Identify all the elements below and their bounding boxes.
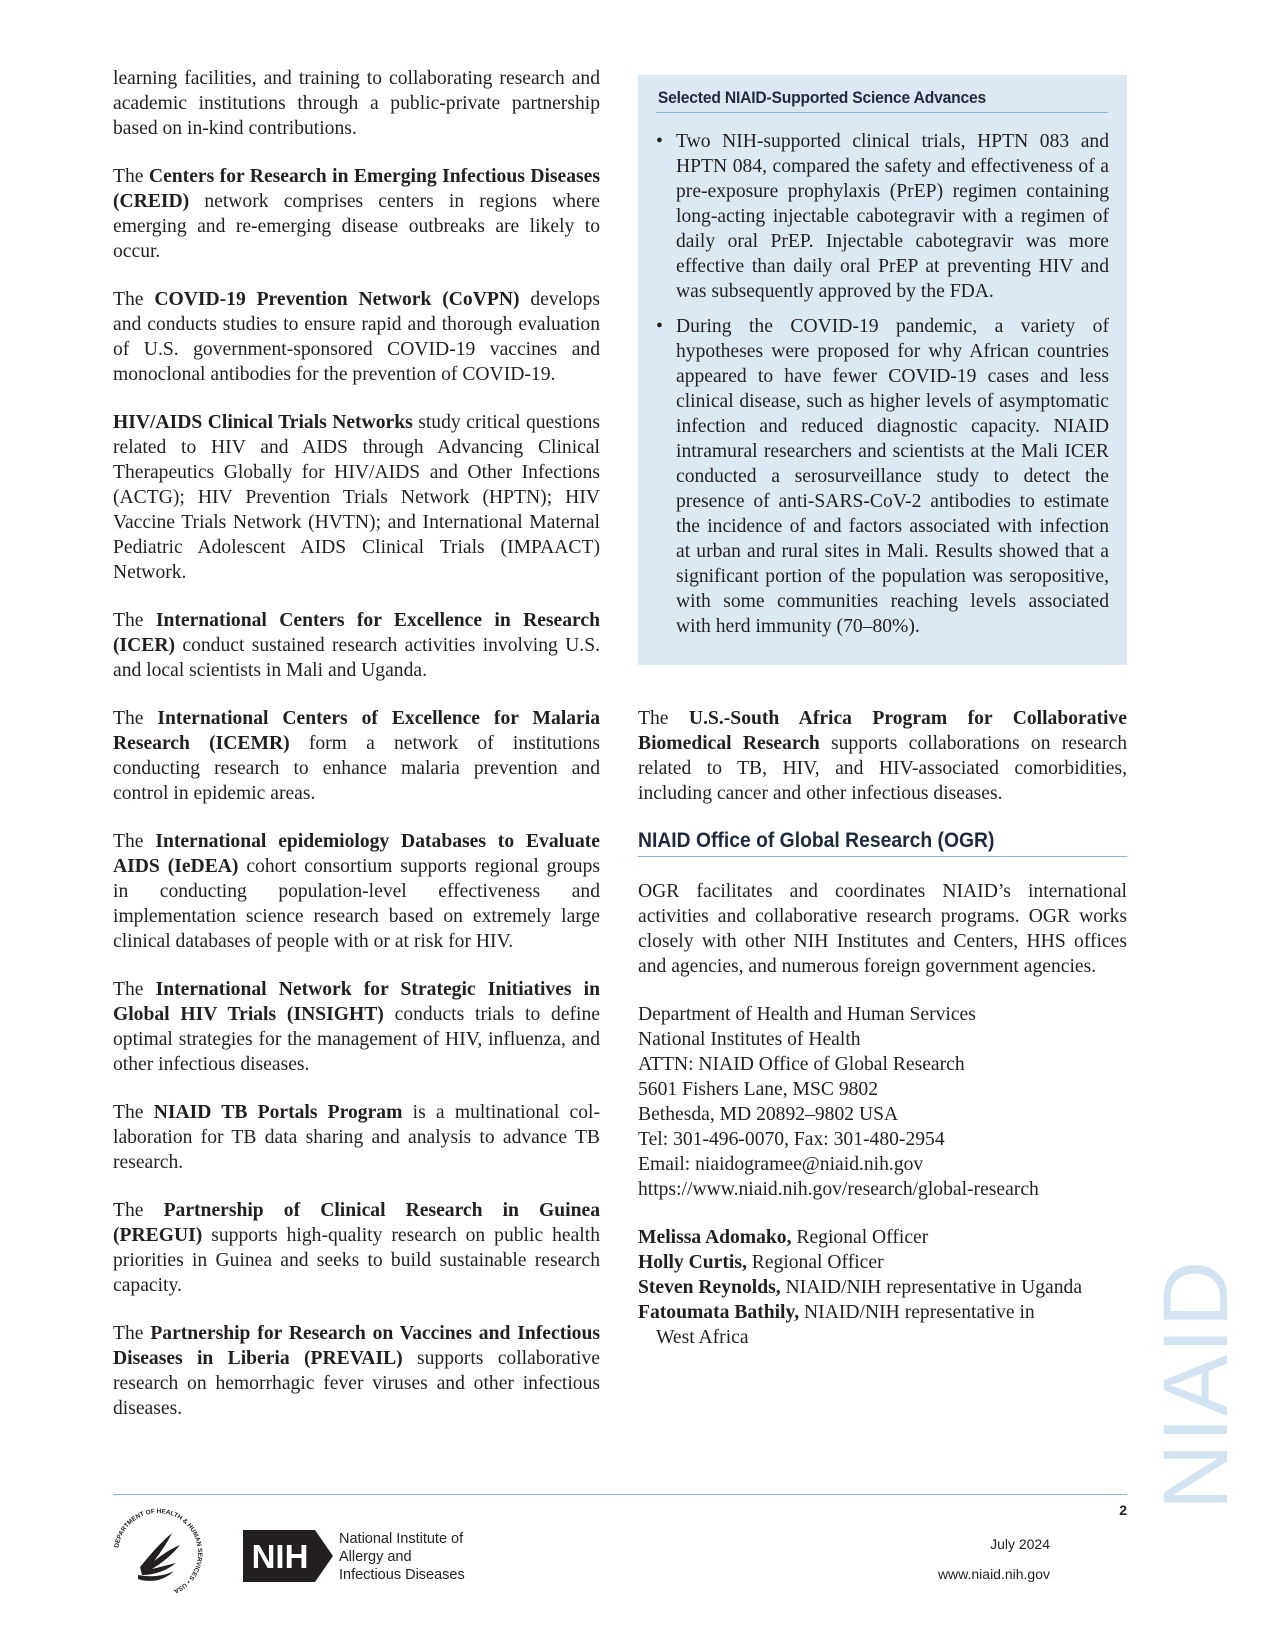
contact-row: Holly Curtis, Regional Officer xyxy=(638,1252,884,1273)
nih-logo-icon xyxy=(243,1530,333,1582)
paragraph-insight: The International Network for Strategic Initiatives in Global HIV Trials (INSIGHT) conducts trials to define optimal strategies for the management of HIV, influenza, and other infectious diseases. xyxy=(113,979,600,1075)
page-number: 2 xyxy=(1119,1502,1127,1518)
bullet-icon: • xyxy=(656,316,663,337)
paragraph-iedea: The International epidemiology Databases to Evaluate AIDS (IeDEA) cohort consortium supports regional groups in conducting population-level effectiveness and implementation science research based on extremely large clinical databases of people with or at risk for HIV. xyxy=(113,831,600,952)
right-column xyxy=(638,66,1127,1350)
hhs-seal-icon xyxy=(110,1505,206,1601)
publication-date: July 2024 xyxy=(990,1536,1050,1552)
website-link[interactable]: https://www.niaid.nih.gov/research/global-research xyxy=(638,1179,1039,1200)
ogr-contacts xyxy=(638,1225,1127,1350)
contact-row: Melissa Adomako, Regional Officer xyxy=(638,1227,929,1248)
paragraph-prevail: The Partnership for Research on Vaccines and Infectious Diseases in Liberia (PREVAIL) supports collaborative research on hemorrhagic fever viruses and other infectious diseases. xyxy=(113,1323,600,1419)
list-item: • During the COVID-19 pandemic, a variety of hypotheses were proposed for why African countries appeared to have fewer COVID-19 cases and less clinical disease, such as higher levels of asymptomatic infection and reduced diagnostic capacity. NIAID intramural researchers and scientists at the Mali ICER conducted a serosurveillance study to detect the presence of anti-SARS-CoV-2 antibodies to estimate the incidence of and factors associated with infection at urban and rural sites in Mali. Results showed that a significant portion of the population was seropositive, with some communities reaching levels associated with herd immunity (70–80%). xyxy=(656,316,1109,637)
footer-website-link[interactable]: www.niaid.nih.gov xyxy=(937,1566,1050,1582)
paragraph-icer: The International Centers for Excellence in Research (ICER) conduct sustained research activities involving U.S. and local scientists in Mali and Uganda. xyxy=(113,610,600,681)
paragraph-intro-continuation: learning facilities, and training to collaborating research and academic institutions through a public-private partnership based on in-kind contributions. xyxy=(113,68,600,139)
institute-name: National Institute of Allergy and Infectious Diseases xyxy=(339,1531,465,1583)
paragraph-creid: The Centers for Research in Emerging Infectious Diseases (CREID) network comprises centers in regions where emerging and re-emerging disease outbreaks are likely to occur. xyxy=(113,166,600,262)
paragraph-covpn: The COVID-19 Prevention Network (CoVPN) develops and conducts studies to ensure rapid and thorough evaluation of U.S. government-sponsored COVID-19 vaccines and monoclonal antibodies for the prevention of COVID-19. xyxy=(113,289,600,385)
nih-logo-text: NIH xyxy=(251,1538,309,1575)
paragraph-tb-portals: The NIAID TB Portals Program is a multinational collaboration for TB data sharing and analysis to advance TB research. xyxy=(113,1102,600,1173)
list-item: • Two NIH-supported clinical trials, HPTN 083 and HPTN 084, compared the safety and effectiveness of a pre-exposure prophylaxis (PrEP) regimen containing long-acting injectable cabotegravir with a regimen of daily oral PrEP. Injectable cabotegravir was more effective than daily oral PrEP at preventing HIV and was subsequently approved by the FDA. xyxy=(656,131,1109,302)
ogr-address xyxy=(638,1002,1127,1202)
left-column xyxy=(113,66,600,1444)
address-line: ATTN: NIAID Office of Global Research xyxy=(638,1054,965,1075)
paragraph-south-africa-program: The U.S.-South Africa Program for Collaborative Biomedical Research supports collaborations on research related to TB, HIV, and HIV-associated comorbidities, including cancer and other infectious diseases. xyxy=(638,708,1128,804)
niaid-vertical-wordmark: NIAID xyxy=(1145,1259,1247,1510)
paragraph-pregui: The Partnership of Clinical Research in Guinea (PREGUI) supports high-quality research on public health priorities in Guinea and seeks to build sustainable research capacity. xyxy=(113,1200,600,1296)
address-line: Bethesda, MD 20892–9802 USA xyxy=(638,1104,899,1125)
paragraph-icemr: The International Centers of Excellence for Malaria Research (ICEMR) form a network of institutions conducting research to enhance malaria prevention and control in epidemic areas. xyxy=(113,708,601,804)
ogr-heading: NIAID Office of Global Research (OGR) xyxy=(638,829,1127,857)
advances-list xyxy=(656,129,1109,639)
contact-row-continuation: West Africa xyxy=(656,1327,749,1348)
bullet-icon: • xyxy=(656,131,663,152)
hhs-seal-text: DEPARTMENT OF HEALTH & HUMAN SERVICES • USA xyxy=(113,1507,204,1595)
address-line: 5601 Fishers Lane, MSC 9802 xyxy=(638,1079,879,1100)
science-advances-sidebar xyxy=(638,75,1127,665)
sidebar-title: Selected NIAID-Supported Science Advances xyxy=(656,88,1108,113)
contact-row: Steven Reynolds, NIAID/NIH representative in Uganda xyxy=(638,1277,1083,1298)
address-line: National Institutes of Health xyxy=(638,1029,861,1050)
address-line: Department of Health and Human Services xyxy=(638,1004,976,1025)
paragraph-hiv-aids-networks: HIV/AIDS Clinical Trials Networks study critical questions related to HIV and AIDS through Advancing Clinical Therapeutics Globally for HIV/AIDS and Other Infections (ACTG); HIV Prevention Trials Network (HPTN); HIV Vaccine Trials Network (HVTN); and International Maternal Pediatric Adolescent AIDS Clinical Trials (IMPAACT) Network. xyxy=(113,412,600,583)
footer-divider xyxy=(113,1494,1127,1495)
email-line[interactable]: Email: niaidogramee@niaid.nih.gov xyxy=(638,1154,924,1175)
contact-row: Fatoumata Bathily, NIAID/NIH representative in xyxy=(638,1302,1035,1323)
paragraph-ogr-description: OGR facilitates and coordinates NIAID’s international activities and collaborative research programs. OGR works closely with other NIH Institutes and Centers, HHS offices and agencies, and numerous foreign government agencies. xyxy=(638,881,1127,977)
phone-fax-line: Tel: 301-496-0070, Fax: 301-480-2954 xyxy=(638,1129,945,1150)
